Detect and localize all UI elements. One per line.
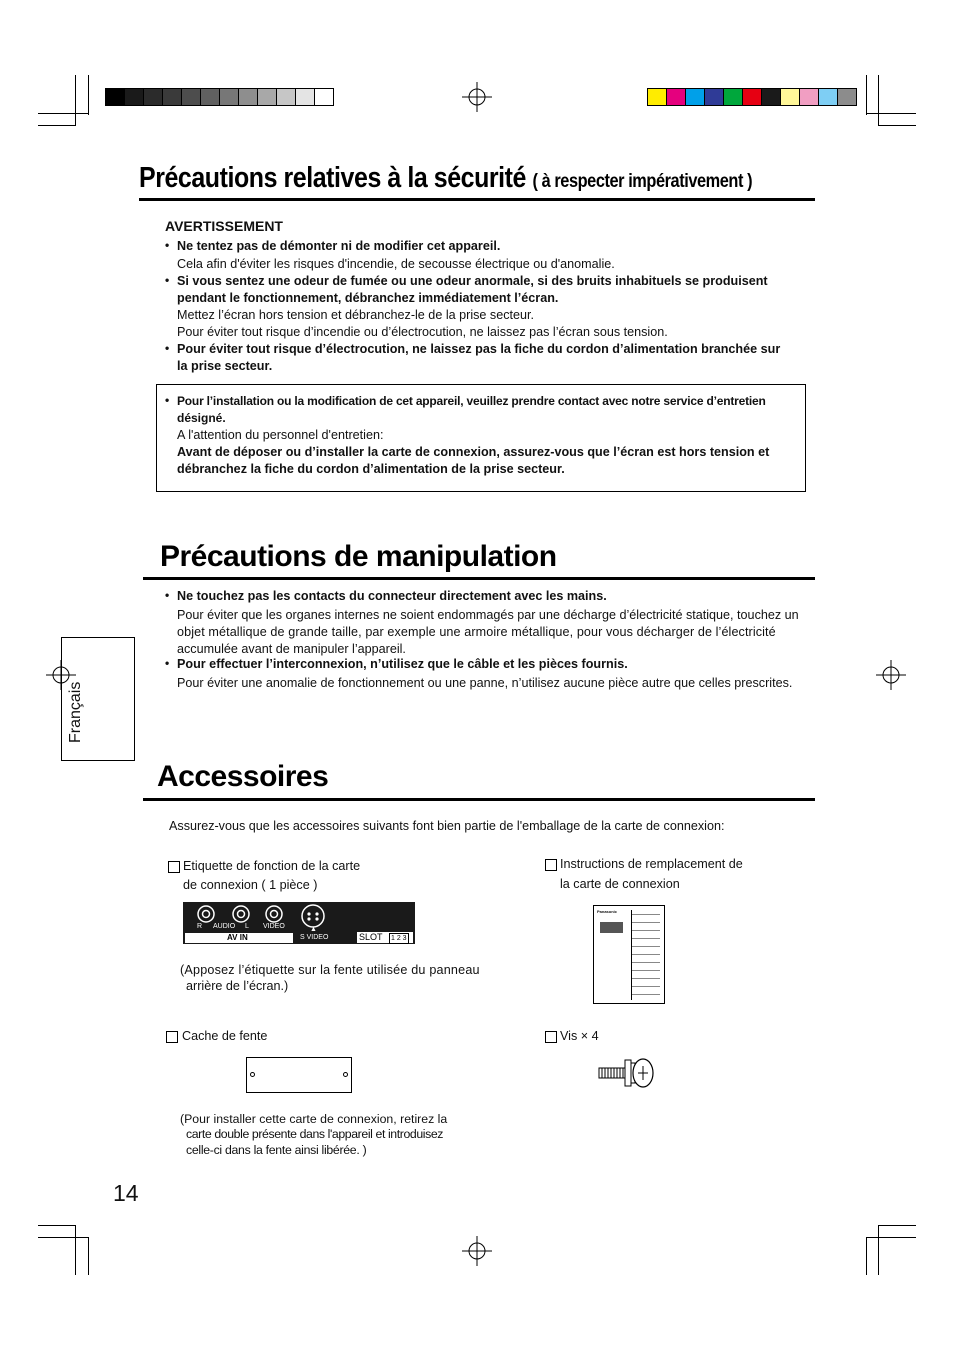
crop-mark [866, 1237, 867, 1275]
panel-slot-numbers: 1 2 3 [391, 935, 407, 942]
label-note: (Apposez l’étiquette sur la fente utilisée du panneau [180, 963, 480, 977]
grayscale-color-bar [105, 88, 334, 106]
color-swatch [163, 89, 182, 105]
instructions-item-text: Instructions de remplacement de [560, 857, 743, 871]
crop-mark [878, 1225, 916, 1226]
crop-mark [878, 125, 916, 126]
color-swatch [705, 89, 724, 105]
panel-s-video-label: S VIDEO [300, 934, 329, 941]
safety-item-2-bold: Si vous sentez une odeur de fumée ou une odeur anormale, si des bruits inhabituels se produisent [177, 274, 768, 288]
booklet-picture [600, 922, 623, 933]
color-swatch [239, 89, 258, 105]
safety-item-3-bold: la prise secteur. [177, 359, 273, 373]
color-swatch [182, 89, 201, 105]
safety-item-2-text: Pour éviter tout risque d’incendie ou d’électrocution, ne laissez pas l’écran sous tension. [177, 325, 668, 339]
s-video-arrow-icon: ▲ [310, 926, 317, 933]
crop-mark [75, 75, 76, 126]
instructions-booklet-image [593, 905, 665, 1004]
registration-mark-icon [876, 660, 906, 690]
audio-l-jack-icon [232, 905, 250, 923]
color-swatch [315, 89, 333, 105]
crop-mark [866, 75, 867, 115]
crop-mark [38, 1225, 76, 1226]
color-swatch [106, 89, 125, 105]
crop-mark [878, 75, 879, 126]
handling-item-2-bold: Pour effectuer l’interconnexion, n’utilisez que le câble et les pièces fournis. [177, 657, 628, 671]
crop-mark [88, 75, 89, 115]
crop-mark [866, 113, 916, 114]
handling-title: Précautions de manipulation [160, 540, 557, 573]
color-swatch [125, 89, 144, 105]
bullet-icon: • [165, 588, 170, 602]
panel-video-label: VIDEO [263, 923, 285, 930]
checkbox-icon [166, 1031, 178, 1043]
label-item-text: de connexion ( 1 pièce ) [183, 878, 318, 892]
safety-title-main: Précautions relatives à la sécurité [139, 162, 526, 194]
booklet-column [631, 910, 660, 1000]
handling-item-2-text: Pour éviter une anomalie de fonctionnement ou une panne, n’utilisez aucune pièce autre que celles prescrites. [177, 676, 793, 690]
color-swatch [296, 89, 315, 105]
cover-item-text: Cache de fente [182, 1029, 268, 1043]
panel-av-in-label: AV IN [227, 933, 248, 942]
bullet-icon: • [165, 341, 170, 355]
accessories-intro: Assurez-vous que les accessoires suivants font bien partie de l'emballage de la carte de connexion: [169, 819, 725, 833]
handling-item-1-text: objet métallique de grande taille, par exemple une armoire métallique, pour vous décharger de l’électricité [177, 625, 776, 639]
safety-item-2-text: Mettez l’écran hors tension et débranchez-le de la prise secteur. [177, 308, 535, 322]
safety-item-2-bold: pendant le fonctionnement, débranchez immédiatement l’écran. [177, 291, 559, 305]
crop-mark [866, 1237, 916, 1238]
instructions-item-text: la carte de connexion [560, 877, 680, 891]
color-swatch [144, 89, 163, 105]
cover-note: celle-ci dans la fente ainsi libérée. ) [186, 1143, 367, 1157]
panel-l-label: L [245, 923, 249, 930]
safety-item-1-bold: Ne tentez pas de démonter ni de modifier cet appareil. [177, 239, 501, 253]
crop-mark [88, 1237, 89, 1275]
crop-mark [38, 125, 76, 126]
registration-mark-icon [462, 82, 492, 112]
warning-heading: AVERTISSEMENT [165, 218, 283, 234]
slot-cover-image [246, 1057, 352, 1093]
slot-cover-hole-icon [343, 1072, 348, 1077]
bullet-icon: • [165, 393, 170, 407]
color-swatch [667, 89, 686, 105]
service-notice-bold: débranchez la fiche du cordon d’alimentation de la prise secteur. [177, 462, 565, 476]
cover-note: (Pour installer cette carte de connexion, retirez la [180, 1112, 448, 1126]
slot-cover-hole-icon [250, 1072, 255, 1077]
cover-note: carte double présente dans l'appareil et introduisez [186, 1127, 444, 1141]
accessories-title: Accessoires [157, 760, 329, 793]
color-swatch [800, 89, 819, 105]
video-jack-icon [265, 905, 283, 923]
registration-mark-icon [462, 1236, 492, 1266]
crop-mark [38, 113, 88, 114]
service-notice-text: A l'attention du personnel d'entretien: [177, 428, 384, 442]
crop-mark [878, 1225, 879, 1275]
checkbox-icon [545, 859, 557, 871]
color-swatch [819, 89, 838, 105]
color-swatch [762, 89, 781, 105]
color-swatch [648, 89, 667, 105]
panel-r-label: R [197, 923, 203, 930]
checkbox-icon [545, 1031, 557, 1043]
color-swatch [277, 89, 296, 105]
safety-title-rule [139, 198, 815, 201]
handling-item-1-text: Pour éviter que les organes internes ne soient endommagés par une décharge d’électricité statique, touchez un [177, 608, 799, 622]
color-swatch [724, 89, 743, 105]
safety-item-1-text: Cela afin d'éviter les risques d'incendie, de secousse électrique ou d'anomalie. [177, 257, 615, 271]
checkbox-icon [168, 861, 180, 873]
color-swatch [686, 89, 705, 105]
color-swatch [743, 89, 762, 105]
audio-r-jack-icon [197, 905, 215, 923]
color-swatch [220, 89, 239, 105]
process-color-bar [647, 88, 857, 106]
service-notice-bold: Pour l’installation ou la modification de cet appareil, veuillez prendre contact avec notre service d’entretien [177, 394, 766, 408]
crop-mark [38, 1237, 88, 1238]
handling-item-1-text: accumulée avant de manipuler l’appareil. [177, 642, 406, 656]
safety-item-3-bold: Pour éviter tout risque d’électrocution, ne laissez pas la fiche du cordon d’alimentation branchée sur [177, 342, 781, 356]
page-number: 14 [113, 1180, 139, 1206]
handling-title-rule [143, 577, 815, 580]
booklet-brand: Panasonic [597, 909, 618, 914]
bullet-icon: • [165, 238, 170, 252]
panel-slot-label: SLOT [359, 932, 383, 942]
crop-mark [75, 1225, 76, 1275]
screws-item-text: Vis × 4 [560, 1029, 599, 1043]
label-item-text: Etiquette de fonction de la carte [183, 859, 361, 873]
service-notice-bold: Avant de déposer ou d’installer la carte de connexion, assurez-vous que l’écran est hors tension et [177, 445, 770, 459]
s-video-jack-icon [301, 904, 325, 928]
language-tab-label: Français [67, 681, 84, 743]
screw-icon [597, 1056, 657, 1090]
service-notice-bold: désigné. [177, 411, 226, 425]
panel-audio-label: AUDIO [213, 923, 236, 930]
label-note: arrière de l’écran.) [186, 979, 289, 993]
color-swatch [258, 89, 277, 105]
color-swatch [201, 89, 220, 105]
color-swatch [838, 89, 856, 105]
function-label-graphic [183, 902, 415, 944]
color-swatch [781, 89, 800, 105]
accessories-title-rule [143, 798, 815, 801]
safety-title [139, 160, 752, 200]
handling-item-1-bold: Ne touchez pas les contacts du connecteur directement avec les mains. [177, 589, 607, 603]
safety-subtitle: ( à respecter impérativement ) [532, 171, 753, 192]
bullet-icon: • [165, 656, 170, 670]
bullet-icon: • [165, 273, 170, 287]
